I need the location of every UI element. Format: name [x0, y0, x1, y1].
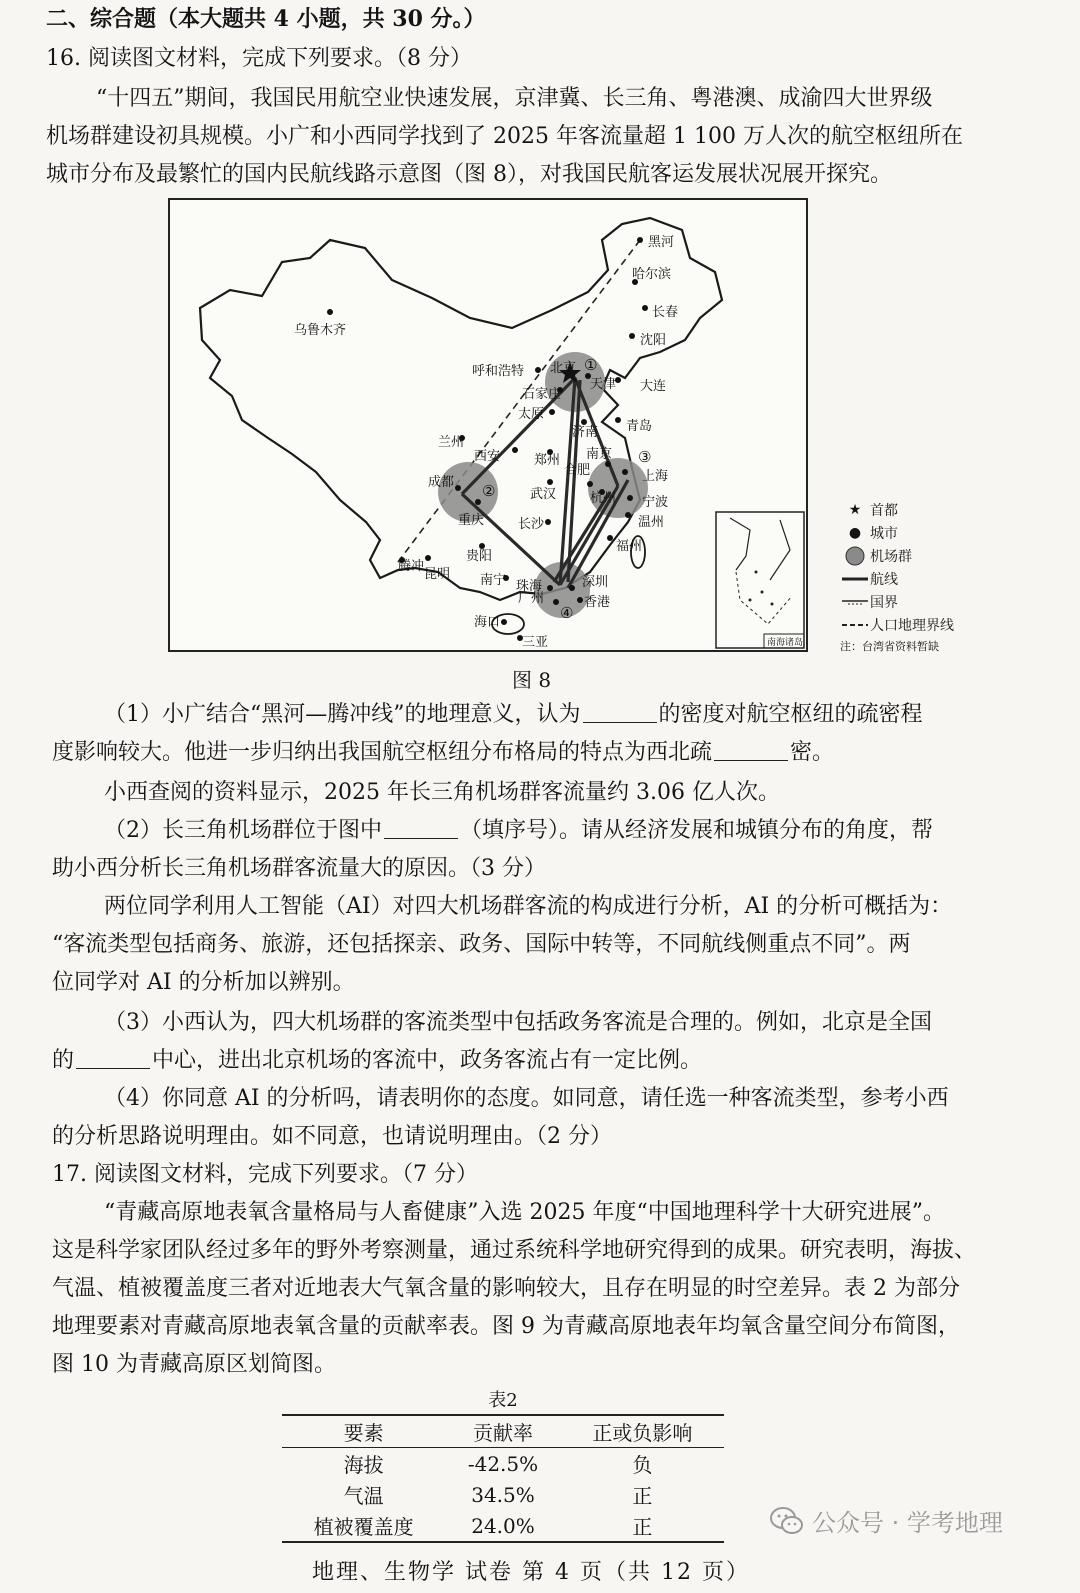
city-label: 南京	[586, 447, 613, 462]
city-label: 上海	[642, 469, 669, 484]
city-label: 海口	[474, 615, 501, 630]
table-2	[282, 1386, 724, 1543]
q16-sub4-line-1: （4）你同意 AI 的分析吗，请表明你的态度。如同意，请任选一种客流类型，参考小西	[104, 1086, 949, 1111]
q16-intro-line-2: 机场群建设初具规模。小广和小西同学找到了 2025 年客流量超 1 100 万人次的航空枢纽所在	[46, 124, 963, 149]
answer-blank[interactable]	[384, 816, 458, 839]
city-label: 三亚	[522, 635, 549, 650]
city-label: 贵阳	[466, 549, 493, 564]
section-title: 二、综合题（本大题共 4 小题，共 30 分。）	[46, 6, 486, 32]
table-cell: 负	[632, 1453, 653, 1477]
city-label: 呼和浩特	[472, 364, 525, 379]
city-label: 武汉	[530, 487, 557, 502]
question-16-heading: 16. 阅读图文材料，完成下列要求。（8 分）	[46, 46, 472, 71]
cluster-number-3: ③	[638, 448, 652, 466]
q16-sub1-line-2: 度影响较大。他进一步归纳出我国航空枢纽分布格局的特点为西北疏 密。	[52, 740, 835, 765]
star-icon: ★	[848, 501, 862, 518]
figure-8-map	[168, 198, 808, 652]
city-label: 黑河	[648, 235, 675, 250]
wechat-icon	[770, 1506, 804, 1536]
table-cell: 正	[561, 1510, 724, 1542]
q17-intro-line-4: 地理要素对青藏高原地表氧含量的贡献率表。图 9 为青藏高原地表年均氧含量空间分布简图，	[52, 1314, 960, 1339]
wechat-watermark	[770, 1503, 1003, 1538]
city-label: 长春	[652, 305, 679, 320]
table-2-caption: 表2	[488, 1390, 518, 1411]
city-label: 香港	[584, 595, 611, 610]
legend-border: 国界	[870, 594, 898, 611]
q16-intro-line-1: “十四五”期间，我国民用航空业快速发展，京津冀、长三角、粤港澳、成渝四大世界级	[96, 86, 933, 111]
question-17-heading: 17. 阅读图文材料，完成下列要求。（7 分）	[52, 1162, 478, 1187]
table-cell: 34.5%	[471, 1482, 535, 1507]
table-header-cell: 正或负影响	[561, 1415, 724, 1448]
table-cell: 24.0%	[445, 1510, 561, 1542]
city-label: 西安	[474, 449, 501, 464]
route-line-icon	[840, 576, 870, 582]
legend-airport-cluster: 机场群	[870, 548, 912, 565]
city-label: 北京	[550, 361, 577, 376]
answer-blank[interactable]	[76, 1046, 150, 1069]
legend-note: 注：台湾省资料暂缺	[840, 640, 939, 653]
q16-info-2-line-3: 位同学对 AI 的分析加以辨别。	[52, 970, 355, 995]
q16-info-2-line-1: 两位同学利用人工智能（AI）对四大机场群客流的构成进行分析，AI 的分析可概括为：	[104, 894, 953, 919]
map-legend	[840, 498, 1000, 654]
city-label: 合肥	[564, 463, 591, 478]
city-label: 成都	[428, 475, 455, 490]
city-label: 哈尔滨	[632, 267, 672, 282]
table-cell: 植被覆盖度	[282, 1510, 445, 1542]
cluster-number-2: ②	[482, 482, 496, 500]
q16-sub3-line-1: （3）小西认为，四大机场群的客流类型中包括政务客流是合理的。例如，北京是全国	[104, 1010, 932, 1035]
q16-intro-line-3: 城市分布及最繁忙的国内民航线路示意图（图 8），对我国民航客运发展状况展开探究。	[46, 162, 892, 187]
city-label: 乌鲁木齐	[294, 323, 347, 338]
city-label: 石家庄	[522, 387, 562, 402]
city-label: 宁波	[642, 495, 669, 510]
q16-info-2-line-2: “客流类型包括商务、旅游，还包括探亲、政务、国际中转等，不同航线侧重点不同”。两	[52, 932, 911, 957]
city-label: 济南	[572, 425, 599, 440]
border-line-icon	[840, 598, 870, 606]
city-label: 天津	[590, 377, 617, 392]
dashed-line-icon	[840, 622, 870, 628]
table-cell: 海拔	[343, 1453, 384, 1477]
china-map-svg	[170, 200, 806, 650]
city-label: 长沙	[518, 517, 545, 532]
q16-sub2-line-1: （2）长三角机场群位于图中 （填序号）。请从经济发展和城镇分布的角度，帮	[104, 818, 934, 843]
q16-sub2-line-2: 助小西分析长三角机场群客流量大的原因。（3 分）	[52, 856, 546, 881]
south-china-sea-inset	[716, 512, 804, 648]
watermark-text: 公众号 · 学考地理	[812, 1509, 1003, 1537]
city-label: 青岛	[626, 419, 653, 434]
city-label: 太原	[518, 407, 545, 422]
legend-route: 航线	[870, 571, 898, 588]
legend-population-line: 人口地理界线	[870, 617, 954, 634]
cluster-icon	[840, 546, 870, 566]
page-footer: 地理、生物学 试卷 第 4 页（共 12 页）	[312, 1560, 750, 1585]
city-label: 福州	[616, 539, 643, 554]
city-label: 杭州	[590, 491, 617, 506]
q17-intro-line-3: 气温、植被覆盖度三者对近地表大气氧含量的影响较大，且存在明显的时空差异。表 2 为部分	[52, 1276, 960, 1301]
city-label: 大连	[640, 379, 667, 394]
city-label: 温州	[638, 515, 665, 530]
city-label: 南宁	[480, 573, 507, 588]
q16-sub3-line-2: 的 中心，进出北京机场的客流中，政务客流占有一定比例。	[52, 1048, 703, 1073]
city-label: 沈阳	[640, 333, 667, 348]
cluster-number-1: ①	[584, 356, 598, 374]
table-row	[282, 1479, 724, 1510]
inset-label: 南海诸岛	[767, 638, 804, 648]
q16-info-1: 小西查阅的资料显示，2025 年长三角机场群客流量约 3.06 亿人次。	[104, 780, 780, 805]
city-label: 深圳	[582, 575, 609, 590]
answer-blank[interactable]	[714, 738, 788, 761]
contribution-table	[282, 1414, 724, 1543]
table-row	[282, 1510, 724, 1542]
table-header-cell: 贡献率	[445, 1415, 561, 1448]
table-header-cell: 要素	[282, 1415, 445, 1448]
city-label: 兰州	[438, 435, 465, 450]
city-label: 珠海	[516, 579, 543, 594]
city-label: 广州	[518, 591, 545, 606]
figure-8-caption: 图 8	[512, 668, 552, 692]
table-row	[282, 1448, 724, 1480]
legend-capital: 首都	[870, 502, 898, 519]
city-label: 郑州	[534, 453, 561, 468]
city-labels	[294, 235, 678, 650]
table-cell: -42.5%	[467, 1451, 539, 1476]
q17-intro-line-2: 这是科学家团队经过多年的野外考察测量，通过系统科学地研究得到的成果。研究表明，海拔、	[52, 1238, 977, 1263]
city-label: 昆明	[424, 567, 451, 582]
legend-city: 城市	[870, 525, 898, 542]
city-label: 腾冲	[398, 559, 425, 574]
table-header-row	[282, 1415, 724, 1448]
cluster-number-4: ④	[560, 604, 574, 622]
q16-sub4-line-2: 的分析思路说明理由。如不同意，也请说明理由。（2 分）	[52, 1124, 612, 1149]
table-cell: 正	[632, 1484, 653, 1508]
city-label: 重庆	[458, 513, 485, 528]
q17-intro-line-5: 图 10 为青藏高原区划简图。	[52, 1352, 336, 1377]
q17-intro-line-1: “青藏高原地表氧含量格局与人畜健康”入选 2025 年度“中国地理科学十大研究进展”。	[104, 1200, 945, 1225]
table-cell: 气温	[343, 1484, 384, 1508]
dot-icon: ●	[848, 524, 862, 541]
q16-sub1-line-1: （1）小广结合“黑河—腾冲线”的地理意义，认为 的密度对航空枢纽的疏密程	[104, 702, 923, 727]
answer-blank[interactable]	[583, 700, 657, 723]
